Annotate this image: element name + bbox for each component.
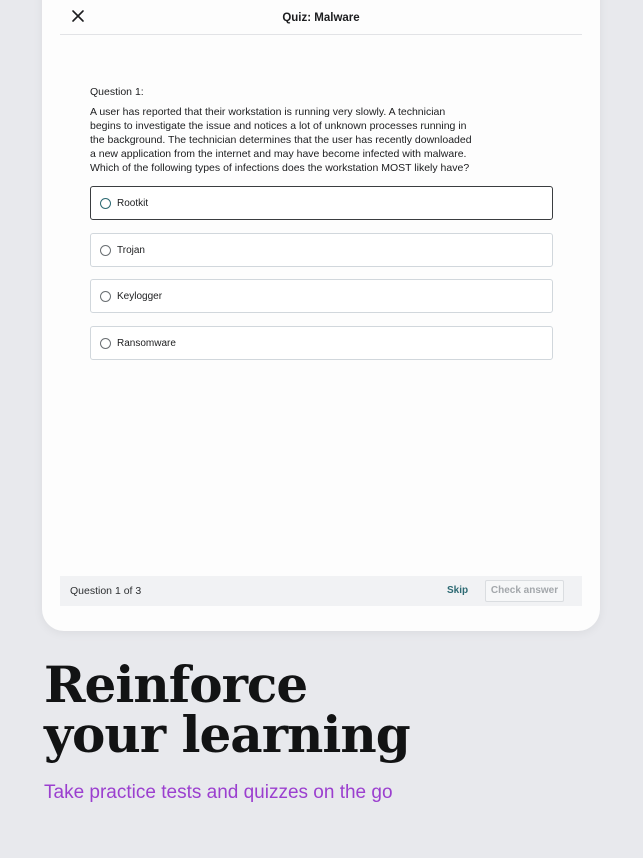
- radio-button[interactable]: [100, 291, 111, 302]
- quiz-title: Quiz: Malware: [282, 12, 360, 24]
- quiz-footer: [60, 576, 582, 606]
- answer-option-label: Trojan: [117, 244, 145, 256]
- answer-option-trojan[interactable]: [90, 233, 553, 267]
- answer-option-rootkit[interactable]: [90, 186, 553, 220]
- answer-option-label: Rootkit: [117, 198, 149, 209]
- check-answer-button[interactable]: Check answer: [485, 580, 564, 602]
- quiz-screen: [42, 0, 600, 631]
- question-number: Question 1:: [90, 86, 144, 98]
- headline-line-2: your learning: [44, 705, 410, 764]
- answer-option-label: Keylogger: [117, 291, 163, 302]
- marketing-subhead: Take practice tests and quizzes on the go: [44, 782, 393, 803]
- headline-line-1: Reinforce: [44, 655, 308, 714]
- question-text: A user has reported that their workstation is running very slowly. A technician begins to investigate the issue and notices a lot of unknown processes running in the background. The technician determines that the user has recently downloaded a new application from the internet and may have become infected with malware. Which of the following types of infections does the workstation MOST likely have?: [90, 106, 472, 174]
- radio-button[interactable]: [100, 338, 111, 349]
- question-progress: Question 1 of 3: [70, 585, 142, 597]
- marketing-headline: [44, 655, 410, 764]
- answer-options: [90, 186, 553, 372]
- answer-option-ransomware[interactable]: [90, 326, 553, 360]
- answer-option-label: Ransomware: [117, 337, 176, 349]
- radio-button[interactable]: [100, 198, 111, 209]
- answer-option-keylogger[interactable]: [90, 279, 553, 313]
- skip-button[interactable]: Skip: [447, 585, 469, 596]
- quiz-header: [60, 0, 582, 35]
- radio-button[interactable]: [100, 245, 111, 256]
